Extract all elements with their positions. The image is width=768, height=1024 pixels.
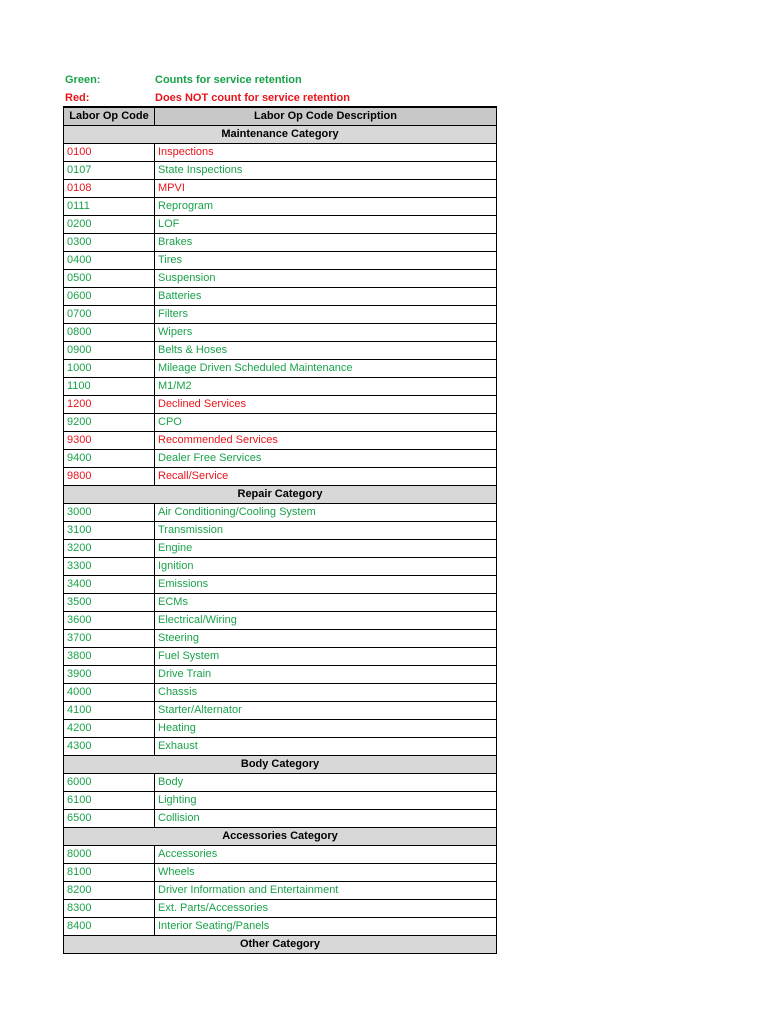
labor-op-description: M1/M2 xyxy=(155,378,497,396)
labor-op-description: Suspension xyxy=(155,270,497,288)
table-row xyxy=(64,162,497,180)
table-row xyxy=(64,450,497,468)
labor-op-description: Reprogram xyxy=(155,198,497,216)
labor-op-code: 0200 xyxy=(64,216,155,234)
labor-op-code: 6100 xyxy=(64,792,155,810)
labor-op-description: Ext. Parts/Accessories xyxy=(155,900,497,918)
labor-op-description: Inspections xyxy=(155,144,497,162)
labor-op-description: Wipers xyxy=(155,324,497,342)
category-label: Body Category xyxy=(64,756,497,774)
labor-op-description: Belts & Hoses xyxy=(155,342,497,360)
labor-op-description: Recommended Services xyxy=(155,432,497,450)
table-row xyxy=(64,846,497,864)
labor-op-code: 3700 xyxy=(64,630,155,648)
labor-op-description: Air Conditioning/Cooling System xyxy=(155,504,497,522)
table-row xyxy=(64,504,497,522)
table-row xyxy=(64,252,497,270)
labor-op-description: Recall/Service xyxy=(155,468,497,486)
table-row xyxy=(64,378,497,396)
table-row xyxy=(64,576,497,594)
legend-red-text: Does NOT count for service retention xyxy=(155,92,350,104)
header-labor-op-code: Labor Op Code xyxy=(64,107,155,126)
labor-op-description: Filters xyxy=(155,306,497,324)
labor-op-description: Body xyxy=(155,774,497,792)
labor-op-description: Exhaust xyxy=(155,738,497,756)
table-row xyxy=(64,306,497,324)
legend-red-row xyxy=(65,89,350,107)
labor-op-description: Drive Train xyxy=(155,666,497,684)
table-row xyxy=(64,342,497,360)
labor-op-code: 4300 xyxy=(64,738,155,756)
labor-op-code: 0111 xyxy=(64,198,155,216)
labor-op-description: Chassis xyxy=(155,684,497,702)
category-row xyxy=(64,936,497,954)
table-row xyxy=(64,810,497,828)
category-label: Accessories Category xyxy=(64,828,497,846)
labor-op-code: 0400 xyxy=(64,252,155,270)
table-row xyxy=(64,180,497,198)
labor-op-code: 0300 xyxy=(64,234,155,252)
labor-op-description: ECMs xyxy=(155,594,497,612)
labor-op-code: 6500 xyxy=(64,810,155,828)
labor-op-description: CPO xyxy=(155,414,497,432)
category-row xyxy=(64,828,497,846)
table-row xyxy=(64,630,497,648)
labor-op-description: Collision xyxy=(155,810,497,828)
table-row xyxy=(64,666,497,684)
labor-op-code: 0100 xyxy=(64,144,155,162)
labor-op-code: 8400 xyxy=(64,918,155,936)
table-row xyxy=(64,864,497,882)
labor-op-code: 9200 xyxy=(64,414,155,432)
category-row xyxy=(64,486,497,504)
labor-op-code: 0900 xyxy=(64,342,155,360)
labor-op-code: 0700 xyxy=(64,306,155,324)
labor-op-code: 0500 xyxy=(64,270,155,288)
labor-op-description: Ignition xyxy=(155,558,497,576)
table-row xyxy=(64,396,497,414)
labor-op-description: Tires xyxy=(155,252,497,270)
table-row xyxy=(64,144,497,162)
labor-op-code: 3600 xyxy=(64,612,155,630)
table-row xyxy=(64,522,497,540)
table-row xyxy=(64,702,497,720)
category-label: Repair Category xyxy=(64,486,497,504)
table-row xyxy=(64,432,497,450)
labor-op-description: Brakes xyxy=(155,234,497,252)
table-row xyxy=(64,792,497,810)
color-legend xyxy=(65,71,350,107)
labor-op-code: 4200 xyxy=(64,720,155,738)
labor-op-code: 3000 xyxy=(64,504,155,522)
labor-op-description: State Inspections xyxy=(155,162,497,180)
labor-op-code: 8000 xyxy=(64,846,155,864)
labor-op-description: Electrical/Wiring xyxy=(155,612,497,630)
table-row xyxy=(64,270,497,288)
labor-op-code: 0107 xyxy=(64,162,155,180)
labor-op-code: 3900 xyxy=(64,666,155,684)
category-label: Maintenance Category xyxy=(64,126,497,144)
table-row xyxy=(64,198,497,216)
labor-op-description: MPVI xyxy=(155,180,497,198)
labor-op-code: 4000 xyxy=(64,684,155,702)
labor-op-code: 0600 xyxy=(64,288,155,306)
labor-op-code: 9300 xyxy=(64,432,155,450)
labor-op-code: 3200 xyxy=(64,540,155,558)
labor-op-code: 4100 xyxy=(64,702,155,720)
table-row xyxy=(64,234,497,252)
labor-op-code: 3300 xyxy=(64,558,155,576)
table-row xyxy=(64,216,497,234)
table-row xyxy=(64,720,497,738)
legend-red-key: Red: xyxy=(65,92,90,104)
labor-op-code: 3400 xyxy=(64,576,155,594)
labor-op-description: Wheels xyxy=(155,864,497,882)
labor-op-description: Heating xyxy=(155,720,497,738)
labor-op-description: Starter/Alternator xyxy=(155,702,497,720)
table-header-row xyxy=(64,107,497,126)
labor-op-description: Fuel System xyxy=(155,648,497,666)
labor-op-description: Batteries xyxy=(155,288,497,306)
legend-green-text: Counts for service retention xyxy=(155,74,302,86)
table-row xyxy=(64,612,497,630)
labor-op-code-table xyxy=(63,106,497,954)
labor-op-code: 3800 xyxy=(64,648,155,666)
labor-op-code: 8300 xyxy=(64,900,155,918)
labor-op-description: Lighting xyxy=(155,792,497,810)
labor-op-code: 1200 xyxy=(64,396,155,414)
labor-op-description: Emissions xyxy=(155,576,497,594)
labor-op-code: 3100 xyxy=(64,522,155,540)
category-row xyxy=(64,756,497,774)
table-row xyxy=(64,468,497,486)
labor-op-code: 6000 xyxy=(64,774,155,792)
table-row xyxy=(64,648,497,666)
legend-green-row xyxy=(65,71,350,89)
labor-op-description: Driver Information and Entertainment xyxy=(155,882,497,900)
header-labor-op-code-description: Labor Op Code Description xyxy=(155,107,497,126)
labor-op-code: 1100 xyxy=(64,378,155,396)
labor-op-code: 9800 xyxy=(64,468,155,486)
table-row xyxy=(64,684,497,702)
table-row xyxy=(64,918,497,936)
table-row xyxy=(64,288,497,306)
labor-op-description: Engine xyxy=(155,540,497,558)
labor-op-code: 0800 xyxy=(64,324,155,342)
table-row xyxy=(64,882,497,900)
table-row xyxy=(64,738,497,756)
labor-op-code: 0108 xyxy=(64,180,155,198)
table-row xyxy=(64,594,497,612)
labor-op-description: Transmission xyxy=(155,522,497,540)
table-row xyxy=(64,558,497,576)
table-row xyxy=(64,900,497,918)
labor-op-description: Mileage Driven Scheduled Maintenance xyxy=(155,360,497,378)
labor-op-code: 9400 xyxy=(64,450,155,468)
labor-op-code: 8200 xyxy=(64,882,155,900)
labor-op-description: Steering xyxy=(155,630,497,648)
labor-op-code: 3500 xyxy=(64,594,155,612)
labor-op-description: Accessories xyxy=(155,846,497,864)
labor-op-code: 1000 xyxy=(64,360,155,378)
labor-op-description: Declined Services xyxy=(155,396,497,414)
table-row xyxy=(64,414,497,432)
labor-op-code: 8100 xyxy=(64,864,155,882)
table-row xyxy=(64,360,497,378)
labor-op-description: Dealer Free Services xyxy=(155,450,497,468)
labor-op-description: Interior Seating/Panels xyxy=(155,918,497,936)
table-body xyxy=(64,126,497,954)
category-label: Other Category xyxy=(64,936,497,954)
labor-op-description: LOF xyxy=(155,216,497,234)
legend-green-key: Green: xyxy=(65,74,101,86)
table-row xyxy=(64,774,497,792)
table-row xyxy=(64,540,497,558)
table-row xyxy=(64,324,497,342)
category-row xyxy=(64,126,497,144)
